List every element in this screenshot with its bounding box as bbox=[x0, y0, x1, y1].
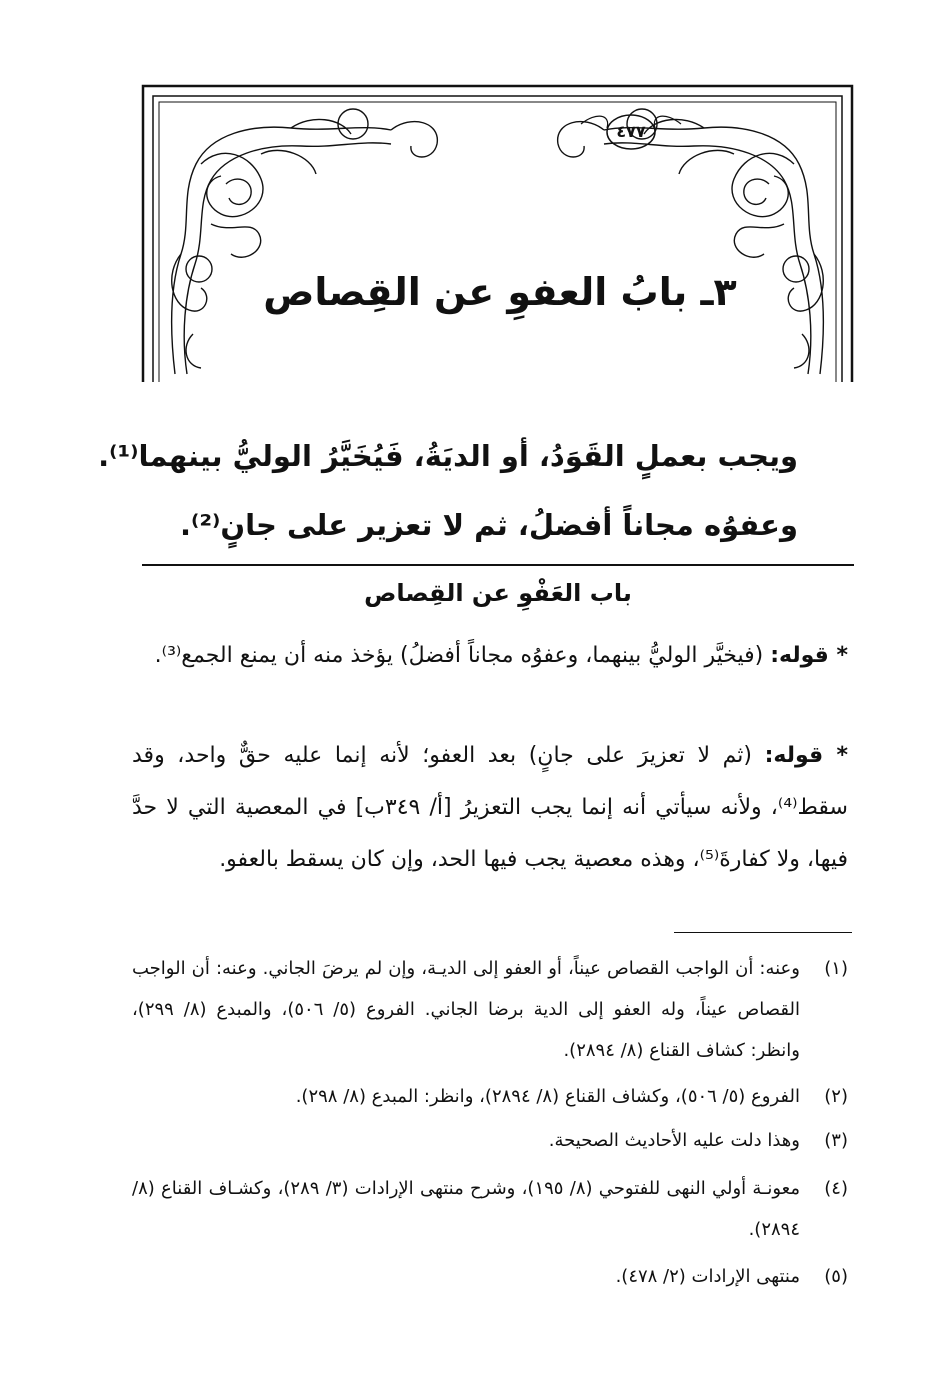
commentary-paragraph bbox=[132, 630, 848, 682]
footnote bbox=[132, 1120, 848, 1161]
chapter-title: ٣ـ بابُ العفوِ عن القِصاص bbox=[263, 270, 737, 314]
paragraph-text: (فيخيَّر الوليُّ بينهما، وعفوُه مجاناً أفضلُ) يؤخذ منه أن يمنع الجمع⁽³⁾. bbox=[154, 643, 764, 668]
footnote-text: منتهى الإرادات (٢/ ٤٧٨). bbox=[615, 1266, 800, 1287]
footnote-number: (٥) bbox=[824, 1266, 848, 1287]
page-number: ٤٧٧ bbox=[616, 122, 646, 141]
footnote-number: (٢) bbox=[824, 1086, 848, 1107]
footnote bbox=[132, 948, 848, 1071]
footnote-number: (١) bbox=[824, 958, 848, 979]
paragraph-label: * قوله: bbox=[770, 643, 848, 668]
section-divider bbox=[142, 564, 854, 566]
footnote bbox=[132, 1168, 848, 1250]
ornamental-header-frame bbox=[141, 84, 854, 382]
footnote-text: معونـة أولي النهى للفتوحي (٨/ ١٩٥)، وشرح منتهى الإرادات (٣/ ٢٨٩)، وكشـاف القناع (٨/ ٢٨٩٤). bbox=[132, 1178, 800, 1240]
footnote-number: (٤) bbox=[824, 1178, 848, 1199]
footnote-text: وعنه: أن الواجب القصاص عيناً، أو العفو إلى الديـة، وإن لم يرضَ الجاني. وعنه: أن الواجب القصاص عيناً، وله العفو إلى الدية برضا الجاني. الفروع (٥/ ٥٠٦)، والمبدع (٨/ ٢٩٩)، وانظر: كشاف القناع (٨/ ٢٨٩٤). bbox=[132, 958, 800, 1061]
footnote-text: الفروع (٥/ ٥٠٦)، وكشاف القناع (٨/ ٢٨٩٤)، وانظر: المبدع (٨/ ٢٩٨). bbox=[295, 1086, 800, 1107]
footnote-divider bbox=[674, 932, 852, 933]
paragraph-text: (ثم لا تعزيرَ على جانٍ) بعد العفو؛ لأنه إنما عليه حقٌّ واحد، وقد سقط⁽⁴⁾، ولأنه سيأتي أنه إنما يجب التعزيرُ [أ/ ٣٤٩ب] في المعصية التي لا حدَّ فيها، ولا كفارةَ⁽⁵⁾، وهذه معصية يجب فيها الحد، وإن كان يسقط بالعفو. bbox=[132, 743, 848, 872]
footnote bbox=[132, 1076, 848, 1117]
matn-line: وعفوُه مجاناً أفضلُ، ثم لا تعزير على جانٍ⁽²⁾. bbox=[179, 508, 798, 542]
footnote-text: وهذا دلت عليه الأحاديث الصحيحة. bbox=[548, 1130, 800, 1151]
commentary-paragraph bbox=[132, 730, 848, 886]
footnote bbox=[132, 1256, 848, 1297]
paragraph-label: * قوله: bbox=[764, 743, 848, 768]
footnote-number: (٣) bbox=[824, 1130, 848, 1151]
commentary-title: باب العَفْوِ عن القِصاص bbox=[364, 579, 632, 607]
matn-line: ويجب بعملٍ القَوَدُ، أو الديَةُ، فَيُخَيَّرُ الوليُّ بينهما⁽¹⁾. bbox=[98, 439, 798, 473]
